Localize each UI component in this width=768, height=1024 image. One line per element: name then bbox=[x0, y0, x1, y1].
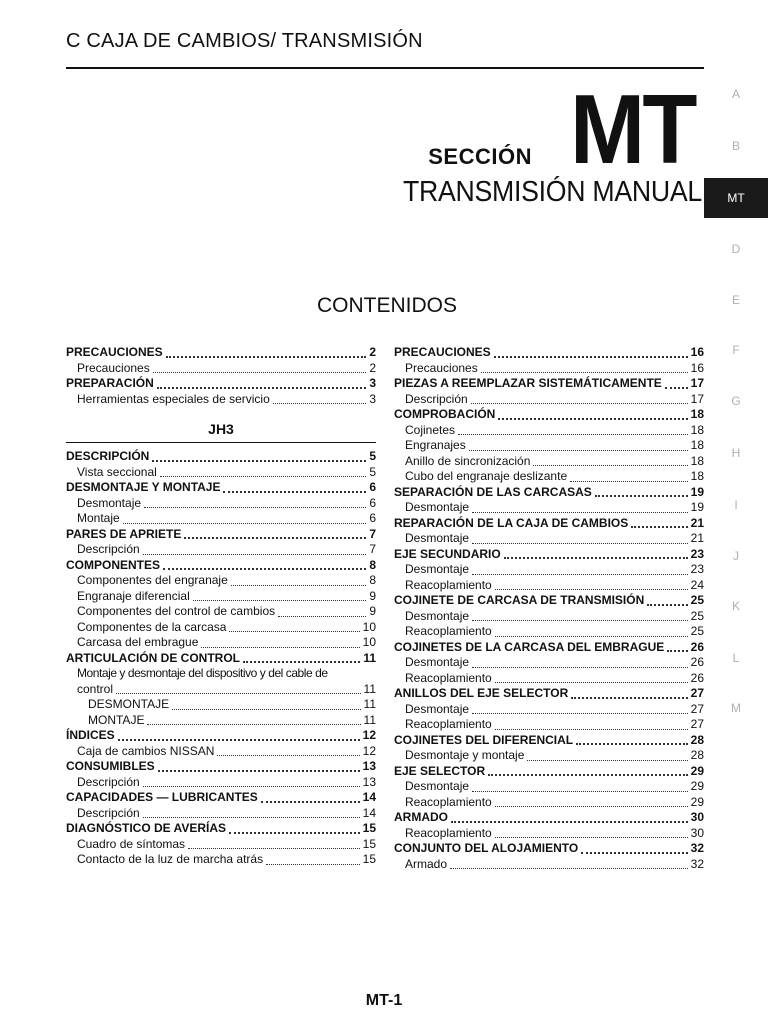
toc-entry-text: MONTAJE bbox=[88, 712, 145, 727]
toc-entry[interactable] bbox=[394, 841, 704, 857]
toc-entry[interactable] bbox=[394, 516, 704, 532]
dot-leader bbox=[570, 480, 688, 482]
toc-entry-text: Desmontaje bbox=[405, 608, 470, 623]
toc-entry[interactable] bbox=[394, 655, 704, 671]
toc-entry-page: 5 bbox=[369, 449, 376, 463]
toc-entry-text: SEPARACIÓN DE LAS CARCASAS bbox=[394, 484, 592, 499]
side-tab-a[interactable]: A bbox=[731, 87, 740, 101]
toc-entry-text: Reacoplamiento bbox=[405, 624, 492, 638]
toc-entry-page: 24 bbox=[690, 577, 704, 592]
toc-entry-page: 28 bbox=[690, 732, 704, 747]
side-tab-l[interactable]: L bbox=[732, 651, 740, 665]
toc-entry-text: Componentes de la carcasa bbox=[77, 619, 227, 634]
section-code: MT bbox=[570, 74, 695, 184]
toc-entry[interactable] bbox=[394, 593, 704, 609]
toc-entry-page: 26 bbox=[690, 655, 704, 669]
dot-leader bbox=[163, 567, 366, 570]
toc-entry-text: Desmontaje bbox=[405, 701, 470, 716]
toc-entry[interactable] bbox=[394, 733, 704, 749]
toc-entry[interactable] bbox=[66, 376, 376, 392]
toc-entry-page: 14 bbox=[362, 790, 376, 804]
dot-leader bbox=[494, 355, 688, 358]
toc-entry[interactable] bbox=[66, 651, 376, 667]
toc-entry[interactable] bbox=[66, 449, 376, 465]
toc-entry-page: 30 bbox=[690, 825, 704, 840]
toc-entry-text: Vista seccional bbox=[77, 464, 157, 479]
toc-entry-text: Desmontaje bbox=[405, 500, 470, 514]
dot-leader bbox=[571, 696, 687, 699]
side-tab-m[interactable]: M bbox=[731, 701, 741, 715]
toc-entry-page: 9 bbox=[369, 604, 376, 618]
dot-leader bbox=[158, 769, 360, 772]
dot-leader bbox=[153, 371, 367, 373]
dot-leader bbox=[471, 402, 688, 404]
toc-entry[interactable] bbox=[66, 480, 376, 496]
toc-entry-page: 18 bbox=[690, 453, 704, 468]
toc-entry-page: 29 bbox=[690, 763, 704, 778]
toc-entry-page: 8 bbox=[369, 573, 376, 587]
side-tab-e[interactable]: E bbox=[731, 293, 740, 307]
toc-entry-text: EJE SELECTOR bbox=[394, 763, 486, 778]
toc-entry-page: 15 bbox=[362, 836, 376, 851]
toc-entry-page: 11 bbox=[363, 650, 376, 665]
toc-entry-text: Cojinetes bbox=[405, 422, 456, 437]
toc-entry-page: 3 bbox=[369, 376, 376, 390]
dot-leader bbox=[188, 847, 360, 849]
dot-leader bbox=[143, 553, 367, 555]
toc-entry-text: Componentes del engranaje bbox=[77, 573, 228, 587]
toc-entry[interactable] bbox=[394, 795, 704, 811]
toc-entry-page: 15 bbox=[362, 852, 376, 866]
toc-entry-text: Reacoplamiento bbox=[405, 670, 492, 685]
toc-entry[interactable] bbox=[394, 547, 704, 563]
side-tab-i[interactable]: I bbox=[734, 498, 738, 512]
dot-leader bbox=[217, 754, 359, 756]
toc-entry[interactable] bbox=[66, 465, 376, 481]
side-tab-f[interactable]: F bbox=[732, 343, 740, 357]
side-tab-k[interactable]: K bbox=[731, 599, 740, 613]
toc-entry[interactable] bbox=[394, 702, 704, 718]
toc-entry[interactable] bbox=[66, 728, 376, 744]
toc-entry-page: 26 bbox=[690, 670, 704, 685]
toc-entry[interactable] bbox=[394, 454, 704, 470]
toc-entry-text: Descripción bbox=[77, 774, 140, 789]
toc-entry-page: 10 bbox=[362, 619, 376, 634]
toc-entry-page: 27 bbox=[690, 717, 704, 731]
dot-leader bbox=[581, 851, 687, 854]
dot-leader bbox=[665, 386, 688, 389]
dot-leader bbox=[472, 790, 688, 792]
toc-entry-page: 17 bbox=[690, 391, 704, 406]
side-tab-b[interactable]: B bbox=[731, 139, 740, 153]
toc-entry-page: 19 bbox=[690, 484, 704, 499]
toc-entry-text: Montaje y desmontaje del dispositivo y del cable de bbox=[77, 666, 328, 680]
toc-entry-page: 10 bbox=[362, 635, 376, 649]
toc-entry[interactable] bbox=[394, 857, 704, 873]
toc-entry-text: Descripción bbox=[77, 542, 140, 556]
toc-entry[interactable] bbox=[66, 775, 376, 791]
toc-entry[interactable] bbox=[66, 821, 376, 837]
toc-entry-page: 19 bbox=[690, 500, 704, 514]
toc-entry[interactable] bbox=[66, 790, 376, 806]
toc-entry-text: EJE SECUNDARIO bbox=[394, 546, 501, 561]
dot-leader bbox=[504, 556, 688, 559]
toc-entry[interactable] bbox=[66, 573, 376, 589]
toc-entry[interactable] bbox=[66, 589, 376, 605]
toc-entry-text: ANILLOS DEL EJE SELECTOR bbox=[394, 686, 569, 700]
toc-entry[interactable] bbox=[66, 392, 376, 408]
dot-leader bbox=[123, 522, 367, 524]
dot-leader bbox=[488, 773, 688, 776]
dot-leader bbox=[160, 475, 366, 477]
toc-entry-page: 7 bbox=[369, 542, 376, 556]
toc-entry[interactable] bbox=[394, 438, 704, 454]
dot-leader bbox=[243, 660, 360, 663]
toc-entry-page: 21 bbox=[690, 531, 704, 545]
toc-entry[interactable] bbox=[66, 361, 376, 377]
toc-entry[interactable] bbox=[394, 469, 704, 485]
toc-entry-page: 13 bbox=[362, 759, 376, 773]
toc-entry-page: 17 bbox=[690, 376, 704, 390]
dot-leader bbox=[667, 649, 687, 652]
toc-entry-text: DESMONTAJE bbox=[88, 697, 170, 711]
toc-entry-text: Descripción bbox=[405, 391, 468, 406]
toc-entry-text: COMPROBACIÓN bbox=[394, 407, 496, 421]
toc-entry[interactable] bbox=[394, 764, 704, 780]
dot-leader bbox=[481, 371, 688, 373]
toc-entry-text: Anillo de sincronización bbox=[405, 453, 531, 468]
toc-entry-page: 2 bbox=[369, 360, 376, 375]
dot-leader bbox=[201, 646, 359, 648]
dot-leader bbox=[495, 635, 688, 637]
toc-entry-text: Herramientas especiales de servicio bbox=[77, 391, 270, 406]
toc-entry-page: 3 bbox=[369, 391, 376, 406]
toc-entry-page: 13 bbox=[362, 774, 376, 789]
dot-leader bbox=[147, 723, 360, 725]
toc-entry-text: DIAGNÓSTICO DE AVERÍAS bbox=[66, 821, 227, 835]
toc-entry-text: COJINETE DE CARCASA DE TRANSMISIÓN bbox=[394, 593, 645, 607]
toc-entry[interactable] bbox=[66, 666, 376, 697]
toc-entry-text: Desmontaje y montaje bbox=[405, 748, 525, 762]
toc-entry-text: ÍNDICES bbox=[66, 728, 115, 742]
contents-title: CONTENIDOS bbox=[316, 294, 457, 317]
toc-entry-page: 29 bbox=[690, 794, 704, 809]
toc-entry[interactable] bbox=[394, 345, 704, 361]
side-tab-g[interactable]: G bbox=[731, 394, 741, 408]
dot-leader bbox=[495, 681, 688, 683]
toc-entry-page: 25 bbox=[690, 624, 704, 638]
section-name: TRANSMISIÓN MANUAL bbox=[403, 176, 702, 208]
toc-entry-page: 16 bbox=[690, 360, 704, 375]
toc-entry[interactable] bbox=[394, 717, 704, 733]
toc-entry[interactable] bbox=[394, 392, 704, 408]
toc-entry[interactable] bbox=[394, 423, 704, 439]
toc-entry-page: 18 bbox=[690, 407, 704, 421]
dot-leader bbox=[451, 820, 688, 823]
toc-entry-text: Carcasa del embrague bbox=[77, 635, 199, 649]
dot-leader bbox=[278, 615, 366, 617]
toc-entry-page: 25 bbox=[690, 593, 704, 607]
dot-leader bbox=[266, 863, 360, 865]
toc-entry-text: CONSUMIBLES bbox=[66, 759, 155, 773]
toc-entry-page: 8 bbox=[369, 557, 376, 572]
toc-entry-text: Reacoplamiento bbox=[405, 794, 492, 809]
toc-entry-text: CONJUNTO DEL ALOJAMIENTO bbox=[394, 841, 579, 855]
toc-entry-page: 5 bbox=[369, 464, 376, 479]
toc-entry[interactable] bbox=[66, 837, 376, 853]
dot-leader bbox=[533, 464, 687, 466]
toc-entry-text: Reacoplamiento bbox=[405, 717, 492, 731]
toc-entry-page: 29 bbox=[690, 779, 704, 793]
toc-entry-page: 9 bbox=[369, 588, 376, 603]
toc-entry[interactable] bbox=[66, 697, 376, 713]
toc-entry[interactable] bbox=[394, 640, 704, 656]
toc-entry-text: DESMONTAJE Y MONTAJE bbox=[66, 480, 221, 494]
dot-leader bbox=[261, 800, 360, 803]
toc-entry-text: ARMADO bbox=[394, 810, 448, 824]
toc-entry[interactable] bbox=[394, 810, 704, 826]
toc-entry-text: Reacoplamiento bbox=[405, 825, 492, 840]
group-heading: JH3 bbox=[66, 421, 376, 443]
toc-entry-page: 32 bbox=[690, 856, 704, 871]
toc-entry-text: Caja de cambios NISSAN bbox=[77, 743, 215, 758]
page-number: MT-1 bbox=[365, 992, 403, 1009]
toc-entry-text: Cubo del engranaje deslizante bbox=[405, 469, 568, 483]
dot-leader bbox=[495, 728, 688, 730]
dot-leader bbox=[223, 490, 366, 493]
dot-leader bbox=[472, 542, 688, 544]
toc-entry-page: 18 bbox=[690, 438, 704, 452]
toc-entry-text: PIEZAS A REEMPLAZAR SISTEMÁTICAMENTE bbox=[394, 376, 662, 390]
toc-entry-text: COJINETES DEL DIFERENCIAL bbox=[394, 732, 574, 747]
toc-entry-text: COMPONENTES bbox=[66, 557, 161, 572]
dot-leader bbox=[495, 588, 688, 590]
dot-leader bbox=[647, 603, 687, 606]
side-tab-j[interactable]: J bbox=[733, 549, 739, 563]
dot-leader bbox=[229, 831, 360, 834]
toc-entry[interactable] bbox=[66, 713, 376, 729]
toc-entry-page: 15 bbox=[362, 821, 376, 835]
side-tab-h[interactable]: H bbox=[731, 446, 741, 460]
toc-entry-text: Componentes del control de cambios bbox=[77, 604, 276, 618]
toc-entry-text: Engranajes bbox=[405, 438, 466, 452]
toc-entry[interactable] bbox=[394, 531, 704, 547]
toc-entry[interactable] bbox=[394, 485, 704, 501]
toc-entry[interactable] bbox=[394, 748, 704, 764]
side-tab-d[interactable]: D bbox=[731, 242, 741, 256]
toc-entry-text: Precauciones bbox=[77, 360, 150, 375]
dot-leader bbox=[273, 402, 367, 404]
toc-entry-page: 11 bbox=[363, 697, 376, 711]
toc-entry[interactable] bbox=[66, 744, 376, 760]
toc-entry-page: 18 bbox=[690, 469, 704, 483]
toc-left-column bbox=[66, 345, 376, 868]
dot-leader bbox=[166, 355, 367, 358]
toc-entry-page: 28 bbox=[690, 748, 704, 762]
toc-entry[interactable] bbox=[394, 376, 704, 392]
toc-entry-text: Desmontaje bbox=[405, 531, 470, 545]
toc-right-column bbox=[394, 345, 704, 872]
toc-entry[interactable] bbox=[66, 620, 376, 636]
toc-entry-text: Montaje bbox=[77, 511, 120, 525]
toc-entry[interactable] bbox=[66, 759, 376, 775]
toc-entry-text: Contacto de la luz de marcha atrás bbox=[77, 852, 264, 866]
dot-leader bbox=[472, 511, 688, 513]
toc-entry-page: 27 bbox=[690, 701, 704, 716]
dot-leader bbox=[458, 433, 688, 435]
dot-leader bbox=[595, 494, 688, 497]
header-rule bbox=[66, 67, 704, 69]
toc-entry[interactable] bbox=[66, 604, 376, 620]
toc-entry-text: Reacoplamiento bbox=[405, 577, 492, 592]
toc-entry-page: 6 bbox=[369, 511, 376, 525]
dot-leader bbox=[144, 506, 366, 508]
dot-leader bbox=[469, 449, 688, 451]
toc-entry[interactable] bbox=[394, 562, 704, 578]
toc-entry-page: 21 bbox=[690, 515, 704, 530]
toc-entry-page: 7 bbox=[369, 526, 376, 541]
toc-entry-text: DESCRIPCIÓN bbox=[66, 449, 150, 463]
toc-entry[interactable] bbox=[66, 635, 376, 651]
dot-leader bbox=[576, 742, 688, 745]
toc-entry-page: 30 bbox=[690, 810, 704, 824]
dot-leader bbox=[231, 584, 367, 586]
dot-leader bbox=[472, 712, 688, 714]
toc-entry-text: COJINETES DE LA CARCASA DEL EMBRAGUE bbox=[394, 639, 665, 654]
toc-entry[interactable] bbox=[66, 558, 376, 574]
dot-leader bbox=[495, 805, 688, 807]
toc-entry[interactable] bbox=[66, 511, 376, 527]
toc-entry[interactable] bbox=[66, 852, 376, 868]
toc-entry[interactable] bbox=[394, 578, 704, 594]
toc-entry-text: ARTICULACIÓN DE CONTROL bbox=[66, 650, 240, 665]
toc-entry-page: 25 bbox=[690, 608, 704, 623]
toc-entry-page: 18 bbox=[690, 422, 704, 437]
toc-entry-page: 6 bbox=[369, 495, 376, 510]
toc-entry-page: 26 bbox=[690, 639, 704, 654]
toc-entry-text: PREPARACIÓN bbox=[66, 376, 154, 390]
dot-leader bbox=[143, 785, 360, 787]
toc-entry-page: 23 bbox=[690, 562, 704, 576]
toc-entry-page: 16 bbox=[690, 345, 704, 359]
toc-entry[interactable] bbox=[394, 826, 704, 842]
side-tab-mt[interactable]: MT bbox=[704, 178, 768, 218]
dot-leader bbox=[172, 708, 360, 710]
dot-leader bbox=[472, 573, 688, 575]
header-title: C CAJA DE CAMBIOS/ TRANSMISIÓN bbox=[66, 30, 423, 52]
toc-entry-text: Armado bbox=[405, 856, 448, 871]
toc-entry-text: CAPACIDADES — LUBRICANTES bbox=[66, 790, 258, 804]
toc-entry-text: Desmontaje bbox=[405, 562, 470, 576]
dot-leader bbox=[157, 386, 367, 389]
dot-leader bbox=[193, 599, 367, 601]
dot-leader bbox=[631, 525, 687, 528]
toc-entry[interactable] bbox=[394, 361, 704, 377]
dot-leader bbox=[116, 692, 361, 694]
toc-entry[interactable] bbox=[394, 609, 704, 625]
toc-entry-text: Desmontaje bbox=[405, 779, 470, 793]
dot-leader bbox=[152, 459, 366, 462]
section-label: SECCIÓN bbox=[428, 144, 532, 169]
toc-entry-text: Desmontaje bbox=[405, 655, 470, 669]
toc-entry[interactable] bbox=[394, 686, 704, 702]
toc-entry-text: Descripción bbox=[77, 805, 140, 820]
dot-leader bbox=[118, 738, 360, 741]
toc-entry-page: 2 bbox=[369, 345, 376, 359]
toc-entry[interactable] bbox=[394, 624, 704, 640]
toc-entry-text: PARES DE APRIETE bbox=[66, 526, 182, 541]
toc-entry[interactable] bbox=[66, 496, 376, 512]
toc-entry-text: REPARACIÓN DE LA CAJA DE CAMBIOS bbox=[394, 515, 629, 530]
toc-entry[interactable] bbox=[394, 671, 704, 687]
dot-leader bbox=[495, 836, 688, 838]
toc-entry-page: 11 bbox=[363, 712, 376, 727]
toc-entry-page: 23 bbox=[690, 546, 704, 561]
toc-entry-text-cont: control bbox=[77, 681, 114, 696]
dot-leader bbox=[472, 619, 688, 621]
toc-entry-text: PRECAUCIONES bbox=[66, 345, 163, 359]
toc-entry[interactable] bbox=[394, 779, 704, 795]
dot-leader bbox=[450, 867, 688, 869]
toc-entry-page: 14 bbox=[362, 805, 376, 820]
dot-leader bbox=[229, 630, 359, 632]
toc-entry-page: 11 bbox=[363, 681, 376, 696]
toc-entry[interactable] bbox=[394, 407, 704, 423]
toc-entry[interactable] bbox=[394, 500, 704, 516]
toc-entry-text: Cuadro de síntomas bbox=[77, 836, 186, 851]
dot-leader bbox=[527, 759, 687, 761]
dot-leader bbox=[472, 666, 688, 668]
toc-entry[interactable] bbox=[66, 542, 376, 558]
toc-entry-text: Engranaje diferencial bbox=[77, 588, 190, 603]
toc-entry-page: 6 bbox=[369, 480, 376, 494]
toc-entry-text: Precauciones bbox=[405, 360, 478, 375]
toc-entry-page: 12 bbox=[362, 728, 376, 742]
toc-entry[interactable] bbox=[66, 345, 376, 361]
toc-entry-page: 32 bbox=[690, 841, 704, 855]
toc-entry[interactable] bbox=[66, 527, 376, 543]
toc-entry-text: Desmontaje bbox=[77, 495, 142, 510]
toc-entry-page: 12 bbox=[362, 743, 376, 758]
toc-entry[interactable] bbox=[66, 806, 376, 822]
dot-leader bbox=[143, 816, 360, 818]
dot-leader bbox=[184, 536, 366, 539]
dot-leader bbox=[498, 417, 687, 420]
toc-entry-text: PRECAUCIONES bbox=[394, 345, 491, 359]
toc-entry-page: 27 bbox=[690, 686, 704, 700]
